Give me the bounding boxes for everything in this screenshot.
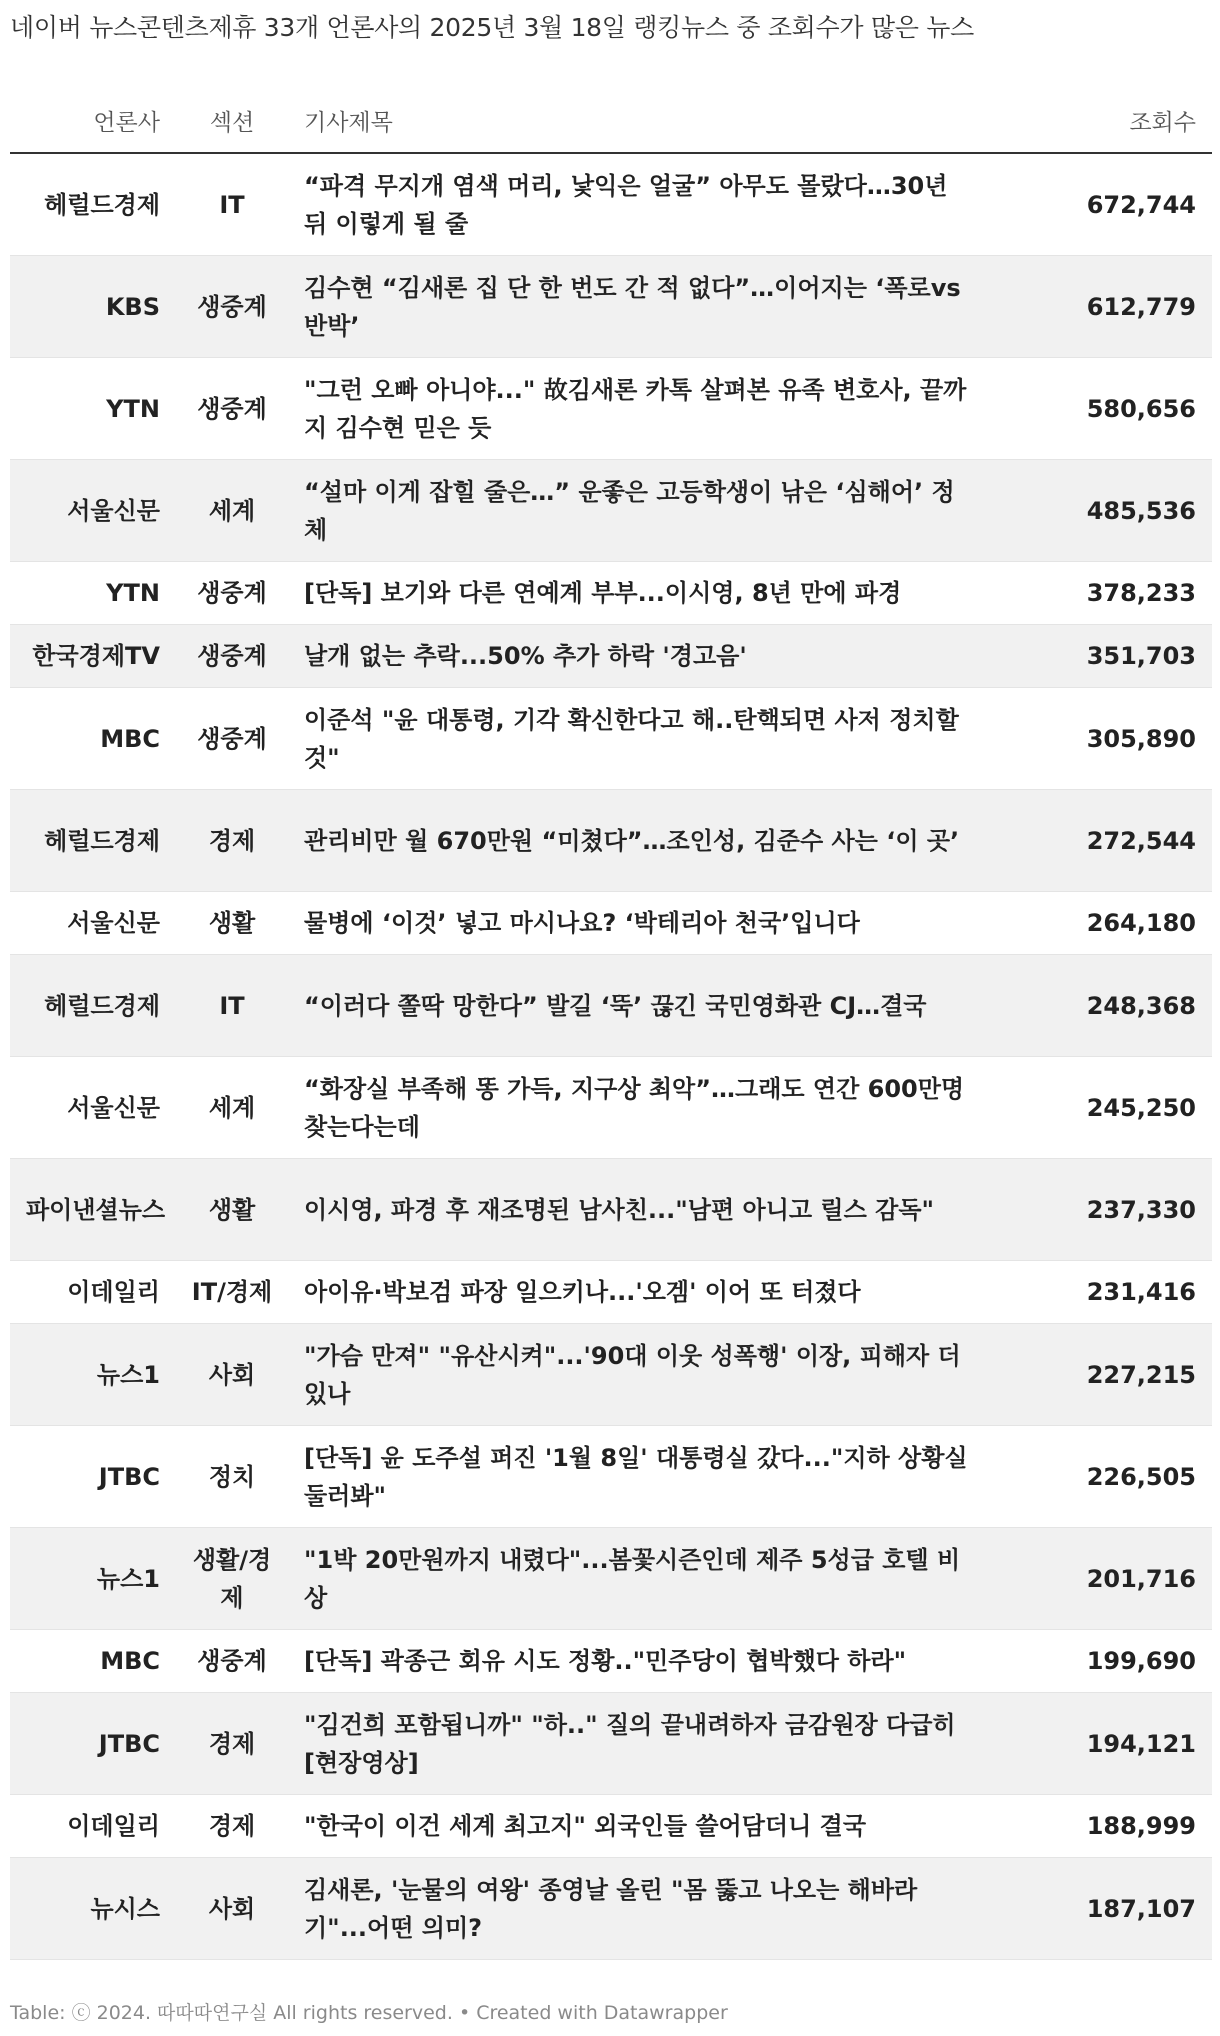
headline-cell: “화장실 부족해 똥 가득, 지구상 최악”…그래도 연간 600만명 찾는다는데 [288, 1057, 1006, 1159]
headline-cell: “파격 무지개 염색 머리, 낯익은 얼굴” 아무도 몰랐다…30년 뒤 이렇게 될 줄 [288, 153, 1006, 256]
table-row [10, 892, 1212, 955]
press-cell: JTBC [10, 1426, 176, 1528]
headline-cell: 이준석 "윤 대통령, 기각 확신한다고 해..탄핵되면 사저 정치할 것" [288, 688, 1006, 790]
views-cell: 226,505 [1006, 1426, 1212, 1528]
views-cell: 194,121 [1006, 1693, 1212, 1795]
table-row [10, 358, 1212, 460]
press-cell: 서울신문 [10, 460, 176, 562]
column-header-section[interactable]: 섹션 [176, 88, 288, 153]
views-cell: 231,416 [1006, 1261, 1212, 1324]
headline-cell: "한국이 이건 세계 최고지" 외국인들 쓸어담더니 결국 [288, 1795, 1006, 1858]
views-cell: 351,703 [1006, 625, 1212, 688]
section-cell: 생중계 [176, 256, 288, 358]
press-cell: 서울신문 [10, 1057, 176, 1159]
views-cell: 612,779 [1006, 256, 1212, 358]
table-body [10, 153, 1212, 1960]
table-row [10, 1426, 1212, 1528]
column-header-headline[interactable]: 기사제목 [288, 88, 1006, 153]
section-cell: 생중계 [176, 688, 288, 790]
section-cell: 경제 [176, 1795, 288, 1858]
headline-cell: 날개 없는 추락...50% 추가 하락 '경고음' [288, 625, 1006, 688]
press-cell: 뉴스1 [10, 1324, 176, 1426]
headline-cell: [단독] 보기와 다른 연예계 부부...이시영, 8년 만에 파경 [288, 562, 1006, 625]
headline-cell: [단독] 곽종근 회유 시도 정황.."민주당이 협박했다 하라" [288, 1630, 1006, 1693]
headline-cell: 이시영, 파경 후 재조명된 남사친..."남편 아니고 릴스 감독" [288, 1159, 1006, 1261]
headline-cell: "김건희 포함됩니까" "하.." 질의 끝내려하자 금감원장 다급히 [현장영상] [288, 1693, 1006, 1795]
views-cell: 188,999 [1006, 1795, 1212, 1858]
press-cell: KBS [10, 256, 176, 358]
table-row [10, 1795, 1212, 1858]
press-cell: 뉴스1 [10, 1528, 176, 1630]
table-row [10, 1324, 1212, 1426]
table-row [10, 562, 1212, 625]
headline-cell: “이러다 쫄딱 망한다” 발길 ‘뚝’ 끊긴 국민영화관 CJ…결국 [288, 955, 1006, 1057]
table-row [10, 1528, 1212, 1630]
table-row [10, 790, 1212, 892]
press-cell: 한국경제TV [10, 625, 176, 688]
press-cell: MBC [10, 1630, 176, 1693]
press-cell: YTN [10, 358, 176, 460]
headline-cell: "1박 20만원까지 내렸다"...봄꽃시즌인데 제주 5성급 호텔 비상 [288, 1528, 1006, 1630]
headline-cell: "그런 오빠 아니야..." 故김새론 카톡 살펴본 유족 변호사, 끝까지 김수현 믿은 듯 [288, 358, 1006, 460]
views-cell: 245,250 [1006, 1057, 1212, 1159]
table-footer-credit: Table: ⓒ 2024. 따따따연구실 All rights reserved. • Created with Datawrapper [10, 2002, 728, 2024]
press-cell: 이데일리 [10, 1261, 176, 1324]
section-cell: 사회 [176, 1858, 288, 1960]
views-cell: 580,656 [1006, 358, 1212, 460]
table-row [10, 625, 1212, 688]
section-cell: 생중계 [176, 625, 288, 688]
views-cell: 485,536 [1006, 460, 1212, 562]
headline-cell: 김수현 “김새론 집 단 한 번도 간 적 없다”…이어지는 ‘폭로vs반박’ [288, 256, 1006, 358]
table-row [10, 1057, 1212, 1159]
table-row [10, 256, 1212, 358]
section-cell: 사회 [176, 1324, 288, 1426]
press-cell: YTN [10, 562, 176, 625]
views-cell: 272,544 [1006, 790, 1212, 892]
views-cell: 672,744 [1006, 153, 1212, 256]
headline-cell: 관리비만 월 670만원 “미쳤다”…조인성, 김준수 사는 ‘이 곳’ [288, 790, 1006, 892]
views-cell: 227,215 [1006, 1324, 1212, 1426]
table-row [10, 153, 1212, 256]
column-header-press[interactable]: 언론사 [10, 88, 176, 153]
press-cell: MBC [10, 688, 176, 790]
headline-cell: [단독] 윤 도주설 퍼진 '1월 8일' 대통령실 갔다..."지하 상황실 둘러봐" [288, 1426, 1006, 1528]
press-cell: 파이낸셜뉴스 [10, 1159, 176, 1261]
table-row [10, 1159, 1212, 1261]
press-cell: 헤럴드경제 [10, 955, 176, 1057]
section-cell: 세계 [176, 1057, 288, 1159]
views-cell: 305,890 [1006, 688, 1212, 790]
section-cell: IT/경제 [176, 1261, 288, 1324]
column-header-views[interactable]: 조회수 [1006, 88, 1212, 153]
views-cell: 201,716 [1006, 1528, 1212, 1630]
views-cell: 199,690 [1006, 1630, 1212, 1693]
section-cell: 경제 [176, 1693, 288, 1795]
section-cell: 생활 [176, 1159, 288, 1261]
section-cell: 세계 [176, 460, 288, 562]
header-row [10, 88, 1212, 153]
headline-cell: 물병에 ‘이것’ 넣고 마시나요? ‘박테리아 천국’입니다 [288, 892, 1006, 955]
press-cell: 이데일리 [10, 1795, 176, 1858]
table-row [10, 1693, 1212, 1795]
section-cell: 생활/경제 [176, 1528, 288, 1630]
headline-cell: 아이유·박보검 파장 일으키나...'오겜' 이어 또 터졌다 [288, 1261, 1006, 1324]
views-cell: 248,368 [1006, 955, 1212, 1057]
section-cell: 정치 [176, 1426, 288, 1528]
press-cell: 헤럴드경제 [10, 153, 176, 256]
views-cell: 378,233 [1006, 562, 1212, 625]
press-cell: 헤럴드경제 [10, 790, 176, 892]
section-cell: 생중계 [176, 358, 288, 460]
table-row [10, 1630, 1212, 1693]
section-cell: 생활 [176, 892, 288, 955]
press-cell: 뉴시스 [10, 1858, 176, 1960]
press-cell: JTBC [10, 1693, 176, 1795]
table-row [10, 460, 1212, 562]
table-row [10, 955, 1212, 1057]
section-cell: IT [176, 153, 288, 256]
table-row [10, 1261, 1212, 1324]
headline-cell: "가슴 만져" "유산시켜"...'90대 이웃 성폭행' 이장, 피해자 더 있나 [288, 1324, 1006, 1426]
views-cell: 237,330 [1006, 1159, 1212, 1261]
section-cell: 생중계 [176, 1630, 288, 1693]
section-cell: 경제 [176, 790, 288, 892]
ranking-table [10, 88, 1212, 1960]
views-cell: 187,107 [1006, 1858, 1212, 1960]
headline-cell: “설마 이게 잡힐 줄은…” 운좋은 고등학생이 낚은 ‘심해어’ 정체 [288, 460, 1006, 562]
section-cell: IT [176, 955, 288, 1057]
views-cell: 264,180 [1006, 892, 1212, 955]
table-row [10, 688, 1212, 790]
headline-cell: 김새론, '눈물의 여왕' 종영날 올린 "몸 뚫고 나오는 해바라기"...어떤 의미? [288, 1858, 1006, 1960]
page-title: 네이버 뉴스콘텐츠제휴 33개 언론사의 2025년 3월 18일 랭킹뉴스 중 조회수가 많은 뉴스 [10, 13, 974, 42]
table-header [10, 88, 1212, 153]
section-cell: 생중계 [176, 562, 288, 625]
table-row [10, 1858, 1212, 1960]
press-cell: 서울신문 [10, 892, 176, 955]
